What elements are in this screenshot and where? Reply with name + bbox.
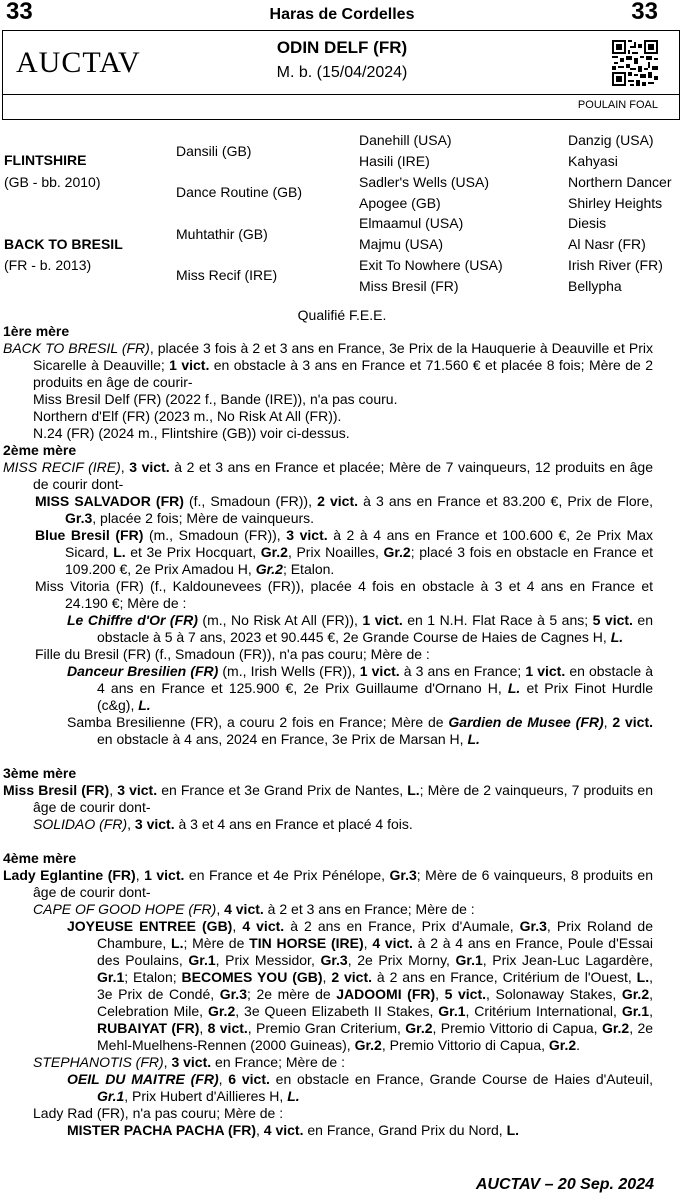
- text-run: (m., Irish Wells (FR)),: [218, 663, 360, 679]
- text-run: 1 vict.: [362, 612, 403, 628]
- text-run: (f., Smadoun (FR)),: [183, 493, 318, 509]
- text-run: à 2 ans en France, Critérium de l'Ouest,: [372, 969, 637, 985]
- dam1-para: [3, 408, 653, 425]
- text-run: .: [576, 1037, 581, 1053]
- dam4-heading: 4ème mère: [3, 850, 77, 866]
- pedigree-gen3: Miss Bresil (FR): [359, 278, 459, 294]
- text-run: MISS RECIF (IRE): [3, 459, 121, 475]
- text-run: à 2 et 3 ans en France; Mère de :: [263, 901, 475, 917]
- dam2-para: [3, 714, 653, 748]
- text-run: Gr.2: [621, 986, 650, 1002]
- text-run: 1 vict.: [525, 663, 566, 679]
- text-run: , Critérium International,: [465, 1003, 622, 1019]
- text-run: , Prix Hubert d'Aillieres H,: [124, 1088, 288, 1104]
- pedigree-gen3: Sadler's Wells (USA): [359, 174, 489, 190]
- text-run: Gr.1: [438, 1003, 466, 1019]
- pedigree-gen4: Northern Dancer: [568, 174, 672, 190]
- text-run: 3 vict.: [117, 782, 158, 798]
- text-run: 3 vict.: [286, 527, 328, 543]
- text-run: ,: [603, 714, 613, 730]
- text-run: 3 vict.: [129, 459, 170, 475]
- text-run: (m., No Risk At All (FR)),: [197, 612, 363, 628]
- text-run: ; placé 3 fois en obstacle en France et 109.200 €, 2e Prix Amadou H,: [65, 544, 654, 577]
- pedigree-gen3: Elmaamul (USA): [359, 215, 464, 231]
- text-run: OEIL DU MAITRE (FR): [67, 1071, 219, 1087]
- text-run: ; Etalon.: [282, 561, 335, 577]
- dam4-para: [3, 1105, 653, 1122]
- text-run: ,: [435, 986, 445, 1002]
- text-run: Gr.3: [65, 510, 93, 526]
- sex-label: POULAIN FOAL: [577, 99, 658, 111]
- text-run: SOLIDAO (FR): [33, 816, 128, 832]
- dam4-para: [3, 1071, 653, 1105]
- text-run: en obstacle en France, Grande Course de Haies d'Auteuil,: [269, 1071, 653, 1087]
- text-run: (m., Smadoun (FR)),: [143, 527, 287, 543]
- pedigree-gen2: Muhtathir (GB): [176, 226, 268, 242]
- pedigree-sire-info: (GB - bb. 2010): [4, 174, 101, 190]
- text-run: 8 vict.: [207, 1020, 248, 1036]
- text-run: ,: [127, 816, 135, 832]
- text-run: L.: [467, 731, 480, 747]
- dam4-para: [3, 901, 653, 918]
- text-run: Gr.2: [255, 561, 283, 577]
- text-run: Gr.2: [548, 1037, 577, 1053]
- text-run: à 2 ans en France, Prix d'Aumale,: [284, 918, 520, 934]
- text-run: L.: [113, 544, 126, 560]
- text-run: 4 vict.: [242, 918, 285, 934]
- text-run: Lady Eglantine (FR): [3, 867, 136, 883]
- pedigree-gen4: Kahyasi: [568, 153, 618, 169]
- text-run: ,: [163, 1054, 172, 1070]
- text-run: 1 vict.: [359, 663, 400, 679]
- text-run: , Premio Vittorio di Capua,: [432, 1020, 602, 1036]
- text-run: Miss Vitoria (FR) (f., Kaldounevees (FR)), placée 4 fois en obstacle à 3 et 4 ans en France et 24.190 €; Mère de :: [35, 578, 653, 611]
- text-run: ,: [256, 1122, 264, 1138]
- text-run: , placée 2 fois; Mère de vainqueurs.: [92, 510, 315, 526]
- text-run: ; Etalon;: [124, 969, 182, 985]
- text-run: Le Chiffre d'Or (FR): [67, 612, 198, 628]
- pedigree-gen2: Dansili (GB): [176, 143, 252, 159]
- text-run: ,: [135, 867, 145, 883]
- text-run: , Celebration Mile,: [97, 986, 653, 1019]
- text-run: MISS SALVADOR (FR): [35, 493, 184, 509]
- dam4-para: [3, 918, 653, 1054]
- header-divider: [2, 94, 680, 95]
- qr-code-icon: [612, 40, 658, 86]
- text-run: MISTER PACHA PACHA (FR): [67, 1122, 256, 1138]
- dam2-para: [3, 459, 653, 493]
- pedigree-dam: BACK TO BRESIL: [4, 236, 123, 252]
- dam3-heading: 3ème mère: [3, 765, 77, 781]
- pedigree-gen3: Danehill (USA): [359, 132, 452, 148]
- text-run: 2 vict.: [612, 714, 653, 730]
- text-run: Northern d'Elf (FR) (2023 m., No Risk At All (FR)).: [33, 408, 342, 424]
- pedigree-gen4: Al Nasr (FR): [568, 236, 646, 252]
- dam1-para: [3, 425, 653, 442]
- dam2-para: [3, 646, 653, 663]
- text-run: 4 vict.: [263, 1122, 304, 1138]
- text-run: ,: [322, 969, 332, 985]
- pedigree-gen4: Irish River (FR): [568, 257, 663, 273]
- dam1-heading: 1ère mère: [3, 323, 70, 339]
- dam4-para: [3, 1122, 653, 1139]
- text-run: Miss Bresil Delf (FR) (2022 f., Bande (IRE)), n'a pas couru.: [33, 391, 398, 407]
- pedigree-sire: FLINTSHIRE: [4, 152, 87, 168]
- text-run: , Premio Gran Criterium,: [247, 1020, 406, 1036]
- text-run: ,: [109, 782, 118, 798]
- text-run: , Prix Messidor,: [215, 952, 321, 968]
- text-run: à 2 et 3 ans en France et placée; Mère de 7 vainqueurs, 12 produits en âge de courir dont-: [33, 459, 653, 492]
- text-run: L.: [610, 629, 624, 645]
- text-run: Danceur Bresilien (FR): [67, 663, 219, 679]
- family-section: [3, 323, 653, 1139]
- dam1-para: [3, 391, 653, 408]
- text-run: ,: [120, 459, 130, 475]
- text-run: , Prix Roland de Chambure,: [97, 918, 654, 951]
- text-run: 4 vict.: [224, 901, 264, 917]
- text-run: L.: [171, 935, 184, 951]
- text-run: , 2e Prix Morny,: [347, 952, 456, 968]
- text-run: Gr.3: [219, 986, 247, 1002]
- text-run: à 3 et 4 ans en France et placé 4 fois.: [174, 816, 413, 832]
- text-run: 5 vict.: [592, 612, 633, 628]
- text-run: en obstacle à 3 ans en France et 71.560 € et placée 8 fois; Mère de 2 produits en âge de courir-: [33, 357, 653, 390]
- text-run: 2 vict.: [317, 493, 358, 509]
- text-run: à 2 à 4 ans en France, Poule d'Essai des Poulains,: [97, 935, 653, 968]
- text-run: ,: [199, 1020, 208, 1036]
- text-run: 4 vict.: [372, 935, 413, 951]
- text-run: Gr.3: [519, 918, 547, 934]
- horse-description: M. b. (15/04/2024): [276, 64, 408, 81]
- pedigree-gen4: Diesis: [568, 215, 607, 231]
- text-run: ; Mère de 2 vainqueurs, 7 produits en âge de courir dont-: [33, 782, 653, 815]
- text-run: Gr.1: [621, 1003, 650, 1019]
- text-run: à 3 ans en France;: [399, 663, 526, 679]
- text-run: Gr.2: [260, 544, 288, 560]
- text-run: Gr.1: [97, 1088, 125, 1104]
- text-run: Fille du Bresil (FR) (f., Smadoun (FR)), n'a pas couru; Mère de :: [35, 646, 430, 662]
- text-run: BACK TO BRESIL (FR): [3, 340, 150, 356]
- text-run: à 3 ans en France et 83.200 €, Prix de Flore,: [358, 493, 653, 509]
- horse-name: ODIN DELF (FR): [276, 38, 408, 57]
- text-run: Samba Bresilienne (FR), a couru 2 fois en France; Mère de: [67, 714, 449, 730]
- text-run: Gr.1: [455, 952, 483, 968]
- text-run: CAPE OF GOOD HOPE (FR): [33, 901, 217, 917]
- pedigree-gen2: Dance Routine (GB): [176, 184, 303, 200]
- dam2-heading: 2ème mère: [3, 442, 77, 458]
- text-run: 3 vict.: [134, 816, 175, 832]
- text-run: JADOOMI (FR): [336, 986, 436, 1002]
- text-run: en obstacle à 4 ans en France et 125.900 €, 2e Prix Guillaume d'Ornano H,: [97, 663, 653, 696]
- stud-name: Haras de Cordelles: [269, 6, 415, 23]
- text-run: L.: [507, 680, 521, 696]
- dam3-para: [3, 816, 653, 833]
- qualification: Qualifié F.E.E.: [297, 307, 387, 323]
- pedigree-gen4: Danzig (USA): [568, 132, 654, 148]
- pedigree-gen3: Hasili (IRE): [359, 153, 430, 169]
- text-run: , 2e Mehl-Muelhens-Rennen (2000 Guineas),: [97, 1020, 654, 1053]
- text-run: 1 vict.: [169, 357, 210, 373]
- text-run: en obstacle à 4 ans, 2024 en France, 3e Prix de Marsan H,: [97, 731, 468, 747]
- text-run: Gr.2: [354, 1037, 382, 1053]
- dam3-para: [3, 782, 653, 816]
- text-run: BECOMES YOU (GB): [181, 969, 323, 985]
- text-run: STEPHANOTIS (FR): [33, 1054, 164, 1070]
- text-run: Lady Rad (FR), n'a pas couru; Mère de :: [33, 1105, 284, 1121]
- text-run: , 3e Queen Elizabeth II Stakes,: [235, 1003, 439, 1019]
- text-run: , Premio Vittorio di Capua,: [381, 1037, 549, 1053]
- dam2-para: [3, 612, 653, 646]
- text-run: en France, Grand Prix du Nord,: [303, 1122, 507, 1138]
- text-run: 3 vict.: [171, 1054, 212, 1070]
- text-run: à 2 à 4 ans en France et 100.600 €, 2e Prix Max Sicard,: [65, 527, 653, 560]
- dam2-para: [3, 493, 653, 527]
- text-run: Blue Bresil (FR): [35, 527, 144, 543]
- text-run: ,: [218, 1071, 229, 1087]
- text-run: Gr.2: [601, 1020, 630, 1036]
- text-run: Gardien de Musee (FR): [448, 714, 604, 730]
- dam2-para: [3, 527, 653, 578]
- text-run: Gr.1: [188, 952, 216, 968]
- text-run: Gr.3: [389, 867, 417, 883]
- text-run: , 3e Prix de Condé,: [97, 969, 654, 1002]
- text-run: Gr.1: [97, 969, 125, 985]
- text-run: Gr.2: [207, 1003, 236, 1019]
- text-run: Gr.3: [320, 952, 348, 968]
- text-run: , Prix Noailles,: [287, 544, 384, 560]
- text-run: TIN HORSE (IRE): [249, 935, 364, 951]
- pedigree-gen2: Miss Recif (IRE): [176, 267, 278, 283]
- pedigree-dam-info: (FR - b. 2013): [4, 257, 92, 273]
- pedigree-gen4: Bellypha: [568, 278, 622, 294]
- text-run: L.: [407, 782, 420, 798]
- pedigree-gen3: Exit To Nowhere (USA): [359, 257, 503, 273]
- text-run: RUBAIYAT (FR): [97, 1020, 200, 1036]
- lot-number-right: 33: [631, 0, 658, 25]
- text-run: ,: [232, 918, 243, 934]
- text-run: en France et 3e Grand Prix de Nantes,: [157, 782, 408, 798]
- dam1-para: [3, 340, 653, 391]
- text-run: Miss Bresil (FR): [3, 782, 110, 798]
- text-run: en 1 N.H. Flat Race à 5 ans;: [402, 612, 593, 628]
- text-run: ,: [649, 1003, 653, 1019]
- text-run: ,: [363, 935, 373, 951]
- footer-credit: AUCTAV – 20 Sep. 2024: [475, 1176, 654, 1193]
- text-run: ; Mère de: [183, 935, 250, 951]
- text-run: , placée 3 fois à 2 et 3 ans en France, 3e Prix de la Hauquerie à Deauville et Prix Sicarelle à Deauville;: [33, 340, 654, 373]
- text-run: L.: [506, 1122, 520, 1138]
- pedigree-gen3: Apogee (GB): [359, 195, 441, 211]
- text-run: ,: [216, 901, 225, 917]
- text-run: , Solonaway Stakes,: [486, 986, 622, 1002]
- text-run: en obstacle à 5 à 7 ans, 2023 et 90.445 €, 2e Grande Course de Haies de Cagnes H,: [97, 612, 654, 645]
- text-run: , Prix Jean-Luc Lagardère,: [482, 952, 653, 968]
- pedigree-gen4: Shirley Heights: [568, 195, 663, 211]
- text-run: 1 vict.: [144, 867, 185, 883]
- text-run: L.: [138, 697, 151, 713]
- pedigree-gen3: Majmu (USA): [359, 236, 444, 252]
- dam4-para: [3, 1054, 653, 1071]
- text-run: en France et 4e Prix Pénélope,: [184, 867, 390, 883]
- lot-number-left: 33: [6, 0, 33, 25]
- text-run: ; Mère de 6 vainqueurs, 8 produits en âge de courir dont-: [33, 867, 653, 900]
- text-run: 6 vict.: [228, 1071, 270, 1087]
- text-run: JOYEUSE ENTREE (GB): [67, 918, 233, 934]
- text-run: L.: [636, 969, 650, 985]
- text-run: et Prix Finot Hurdle (c&g),: [97, 680, 653, 713]
- text-run: 2 vict.: [331, 969, 373, 985]
- text-run: en France; Mère de :: [211, 1054, 345, 1070]
- text-run: et 3e Prix Hocquart,: [125, 544, 261, 560]
- text-run: L.: [287, 1088, 300, 1104]
- dam4-para: [3, 867, 653, 901]
- dam2-para: [3, 663, 653, 714]
- dam2-para: [3, 578, 653, 612]
- auctav-logo: AUCTAV: [16, 46, 141, 79]
- text-run: N.24 (FR) (2024 m., Flintshire (GB)) voir ci-dessus.: [33, 425, 350, 441]
- text-run: Gr.2: [405, 1020, 433, 1036]
- text-run: ; 2e mère de: [246, 986, 337, 1002]
- text-run: Gr.2: [383, 544, 411, 560]
- text-run: 5 vict.: [444, 986, 487, 1002]
